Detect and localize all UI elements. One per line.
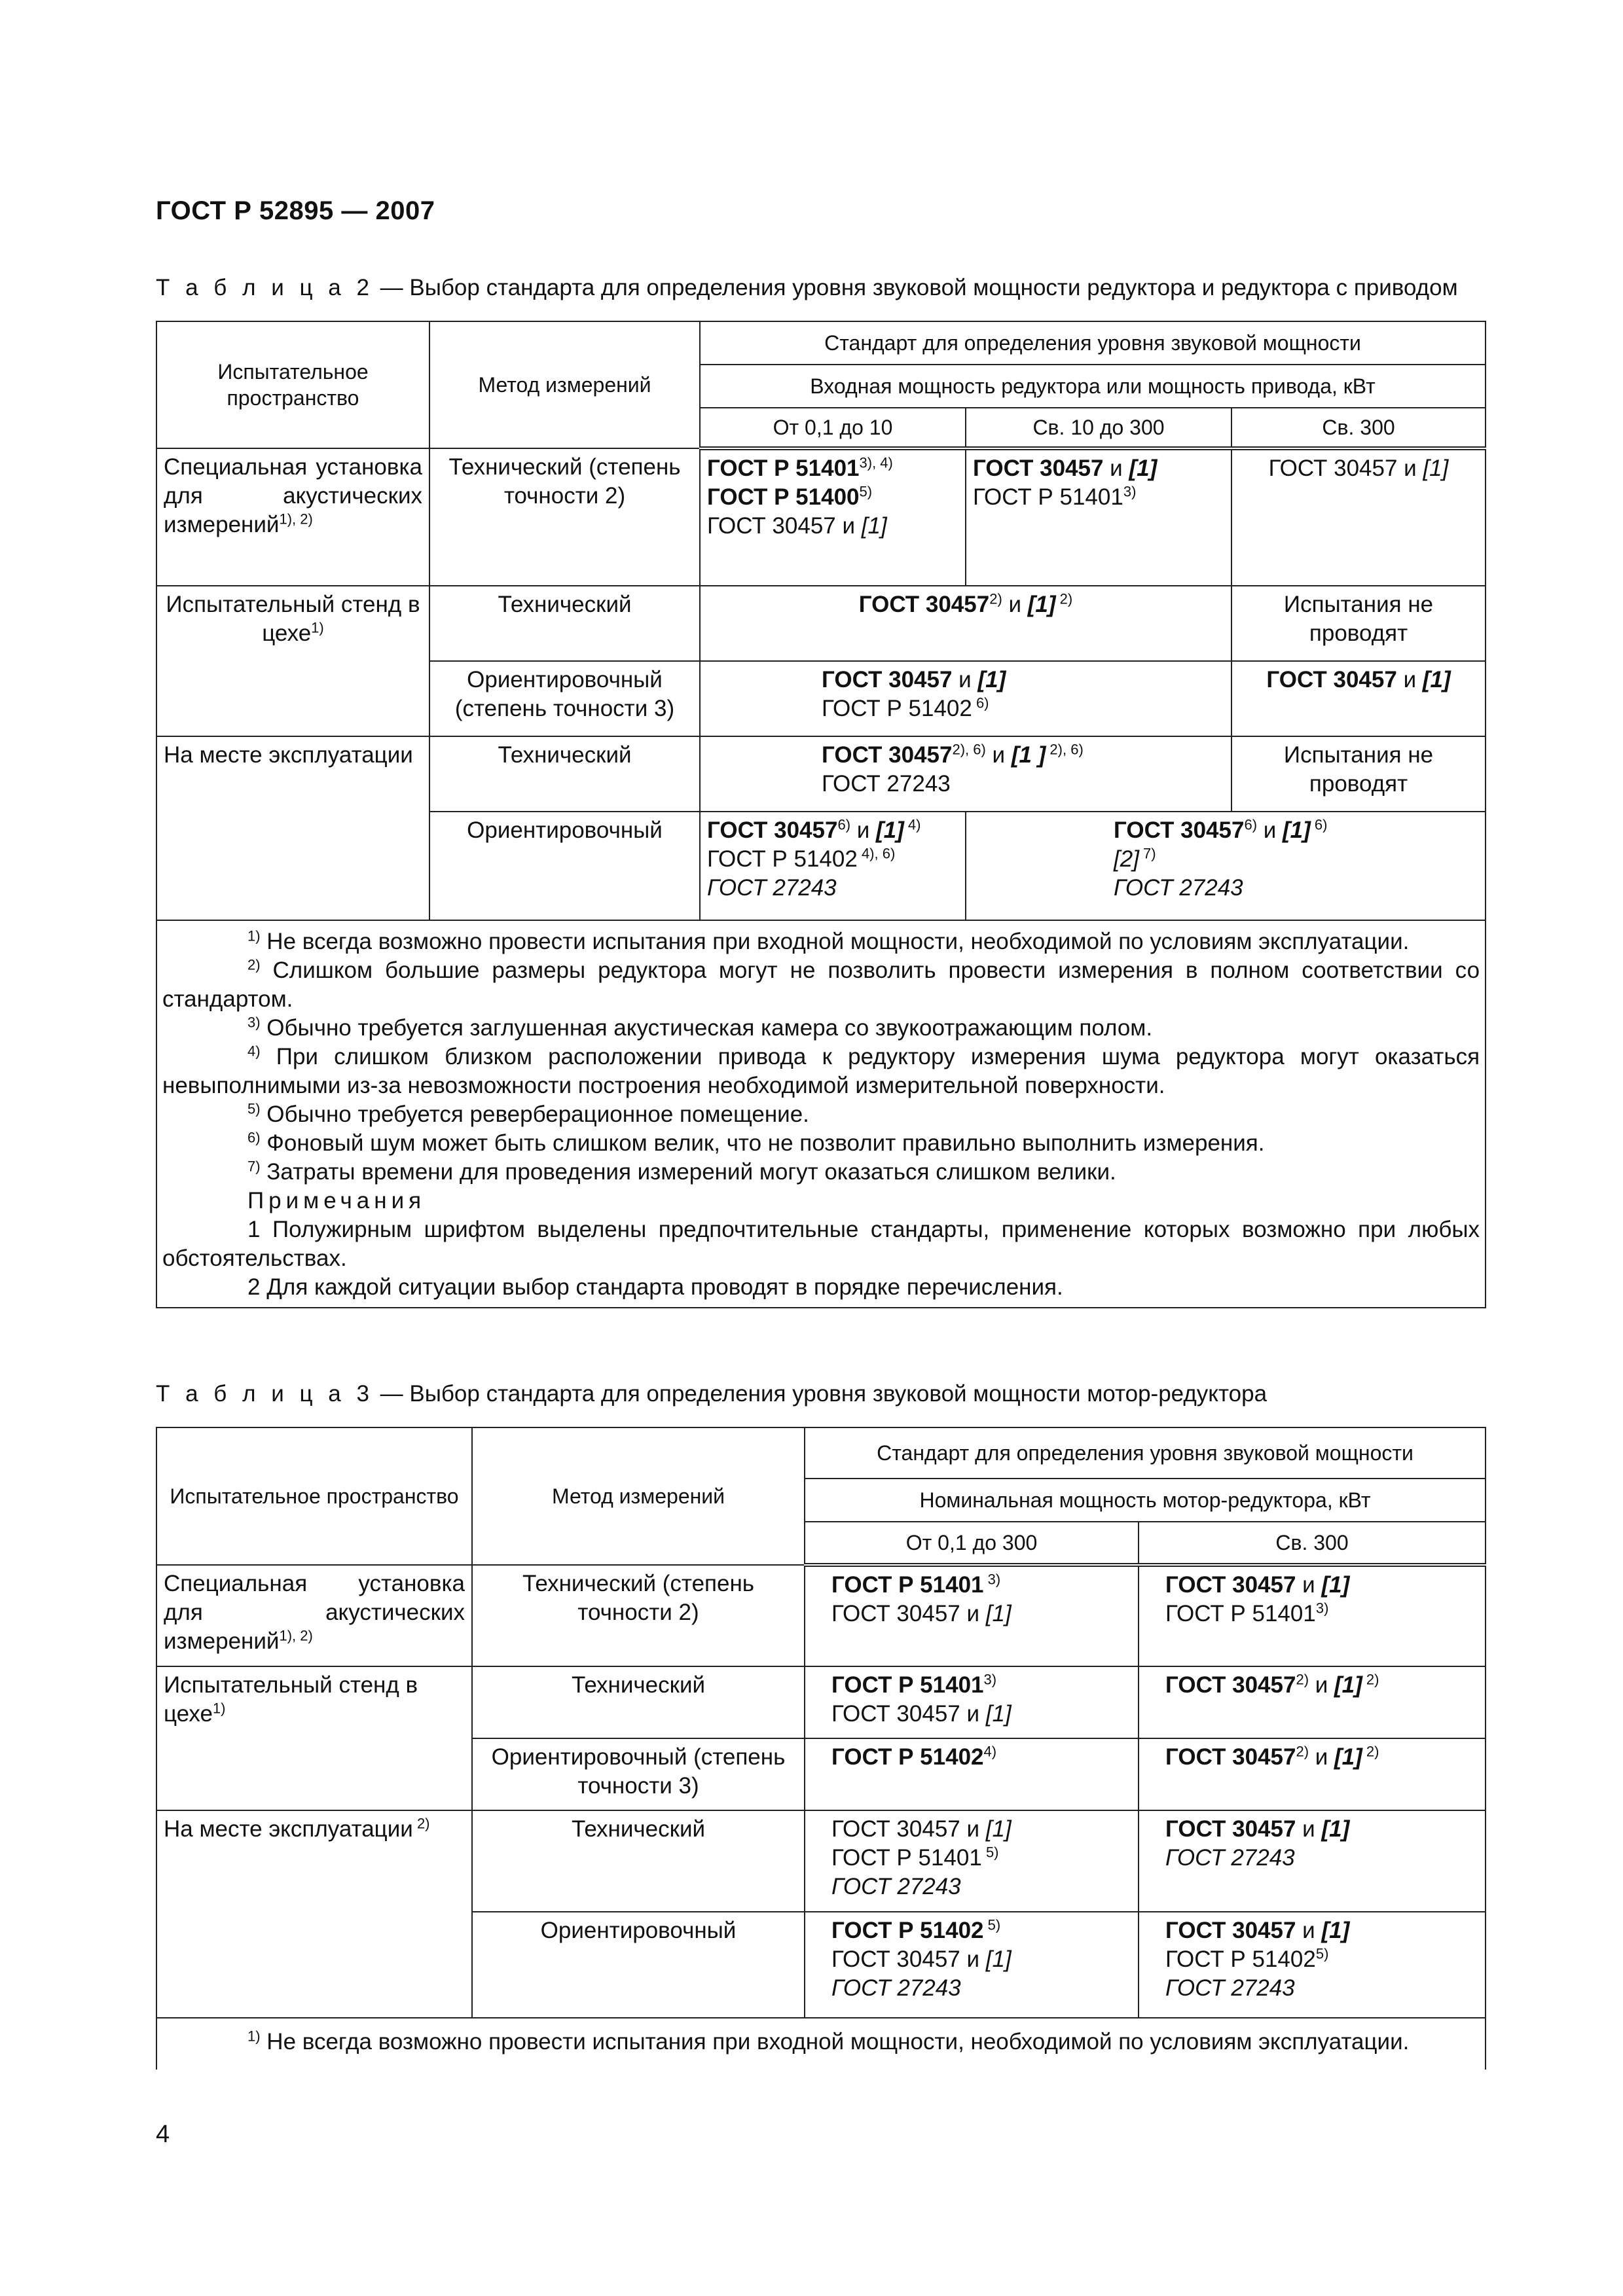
table3-r2a-c2 xyxy=(1139,1666,1486,1738)
table3 xyxy=(156,1427,1486,2070)
table3-r3a-c2-and: и xyxy=(1296,1816,1322,1842)
table2-r2b-c3-and: и xyxy=(1396,667,1423,692)
table3-r2b-c1-std: ГОСТ Р 51402 xyxy=(831,1744,984,1770)
table2-r3-space: На месте эксплуатации xyxy=(156,736,429,920)
footnote-text: Не всегда возможно провести испытания при входной мощности, необходимой по условиям эксплуатации. xyxy=(260,2029,1410,2054)
table3-header-range1: От 0,1 до 300 xyxy=(805,1522,1139,1565)
table2-r3b-c1-ref: [1] xyxy=(876,817,904,843)
table3-r3a-c1-std2: ГОСТ Р 51401 xyxy=(831,1845,982,1871)
table2-r1-c3-std: ГОСТ 30457 и xyxy=(1268,456,1423,481)
table3-caption-text: — Выбор стандарта для определения уровня звуковой мощности мотор-редуктора xyxy=(373,1381,1267,1407)
footnote-mark: 1) xyxy=(247,927,261,944)
table3-r2-space xyxy=(156,1666,472,1810)
table2-r2a-c12 xyxy=(700,586,1231,661)
table2-r3b-c1-ref-sup: 4) xyxy=(903,816,921,833)
table2-r1-space-sup: 1), 2) xyxy=(279,511,313,528)
table2-r1-c1-std2: ГОСТ Р 51400 xyxy=(707,484,860,510)
table3-r3-space-text: На месте эксплуатации xyxy=(164,1816,413,1842)
table3-r1-c2-std1: ГОСТ 30457 xyxy=(1165,1572,1296,1598)
table3-r2b-c2-and: и xyxy=(1309,1744,1335,1770)
table2-r3b-c23-ref2: [2] xyxy=(1114,846,1139,872)
table2-footnote-1 xyxy=(162,927,1480,956)
table3-r3b-c2-std1: ГОСТ 30457 xyxy=(1165,1918,1296,1943)
table2-r1-c2-std2: ГОСТ Р 51401 xyxy=(973,484,1123,510)
table3-r3b-c1 xyxy=(805,1912,1139,2018)
table3-r1-c2-std2-sup: 3) xyxy=(1315,1600,1329,1617)
table3-r1-c1-ref: [1] xyxy=(985,1601,1012,1626)
table2-r1-c2 xyxy=(966,448,1231,586)
table2-r2b-and: и xyxy=(952,667,978,692)
table2-r1-c1-ref: [1] xyxy=(861,513,887,539)
table2-r3b-c23-and: и xyxy=(1257,817,1283,843)
table3-r3a-c1-std2-sup: 5) xyxy=(981,1844,999,1861)
table2-caption xyxy=(156,275,1458,301)
table2-header-range3: Св. 300 xyxy=(1231,408,1486,448)
table3-r3b-c1-std1: ГОСТ Р 51402 xyxy=(831,1918,984,1943)
footnote-mark: 7) xyxy=(247,1158,261,1175)
table2-header-method: Метод измерений xyxy=(429,321,700,448)
table2-r2b-method: Ориентировочный (степень точности 3) xyxy=(429,661,700,736)
document-id: ГОСТ Р 52895 — 2007 xyxy=(156,196,435,225)
footnote-text: При слишком близком расположении привода к редуктору измерения шума редуктора могут оказаться невыполнимыми из-за невозможности построения необходимой измерительной поверхности. xyxy=(162,1044,1480,1098)
table3-r2-space-sup: 1) xyxy=(212,1700,226,1717)
table2-r1-c3 xyxy=(1231,448,1486,586)
table3-caption xyxy=(156,1381,1267,1407)
table3-footnotes xyxy=(156,2018,1486,2070)
table2-header-standard: Стандарт для определения уровня звуковой мощности xyxy=(700,321,1486,365)
table3-r1-c2 xyxy=(1139,1565,1486,1666)
table2-r3b-c1-std3: ГОСТ 27243 xyxy=(707,875,837,901)
table2-r3b-c23-std1: ГОСТ 30457 xyxy=(1114,817,1245,843)
table2-r1-c1-std1-sup: 3), 4) xyxy=(859,454,893,471)
notes-title-text: Примечания xyxy=(247,1188,426,1213)
table3-r2b-method: Ориентировочный (степень точности 3) xyxy=(472,1738,805,1810)
table2-r1-c3-ref: [1] xyxy=(1423,456,1449,481)
table2-note-2: 2 Для каждой ситуации выбор стандарта проводят в порядке перечисления. xyxy=(247,1274,1063,1300)
footnote-text: Слишком большие размеры редуктора могут не позволить провести измерения в полном соответствии со стандартом. xyxy=(162,958,1480,1012)
table2-header-power: Входная мощность редуктора или мощность привода, кВт xyxy=(700,365,1486,408)
footnote-mark: 2) xyxy=(247,956,261,973)
table3-r3a-c2 xyxy=(1139,1810,1486,1912)
table3-header-method: Метод измерений xyxy=(472,1427,805,1565)
table3-r2a-c2-and: и xyxy=(1309,1672,1335,1698)
table2-footnote-2 xyxy=(162,956,1480,1014)
table3-r2a-c1-std1-sup: 3) xyxy=(983,1671,997,1688)
table2-r3b-method: Ориентировочный xyxy=(429,812,700,920)
table3-r3a-c2-std1: ГОСТ 30457 xyxy=(1165,1816,1296,1842)
table2-r2b-ref: [1] xyxy=(977,667,1006,692)
table2-r2-space xyxy=(156,586,429,736)
table2-r3b-c1-std1: ГОСТ 30457 xyxy=(707,817,838,843)
table2-r1-c1-std3: ГОСТ 30457 и xyxy=(707,513,862,539)
table3-r2a-c1-std2: ГОСТ 30457 и xyxy=(831,1701,986,1727)
table2-footnote-7 xyxy=(162,1158,1480,1187)
table3-r3a-c1-ref: [1] xyxy=(985,1816,1012,1842)
footnote-text: Фоновый шум может быть слишком велик, что не позволит правильно выполнить измерения. xyxy=(260,1130,1265,1156)
table3-r3b-c1-ref: [1] xyxy=(985,1946,1012,1972)
table2-r3b-c1-and: и xyxy=(850,817,877,843)
table3-header-standard: Стандарт для определения уровня звуковой мощности xyxy=(805,1427,1486,1479)
table2-r3b-c23-std1-sup: 6) xyxy=(1244,816,1258,833)
table3-header-space: Испытательное пространство xyxy=(156,1427,472,1565)
table2-r1-c2-std1: ГОСТ 30457 xyxy=(973,456,1104,481)
table3-r3b-c1-std1-sup: 5) xyxy=(983,1916,1001,1933)
table2-r1-c1-std2-sup: 5) xyxy=(859,483,873,500)
footnote-mark: 5) xyxy=(247,1100,261,1117)
table2-r2a-std: ГОСТ 30457 xyxy=(858,592,990,617)
table2-r3a-std1-sup: 2), 6) xyxy=(952,741,986,758)
table3-r2a-c1-ref: [1] xyxy=(985,1701,1012,1727)
table3-r3b-c2-std2: ГОСТ Р 51402 xyxy=(1165,1946,1316,1972)
table2-r3b-c23-ref-sup: 6) xyxy=(1310,816,1328,833)
table2-header-range2: Св. 10 до 300 xyxy=(966,408,1231,448)
table2-r3a-and: и xyxy=(985,742,1012,768)
page-number: 4 xyxy=(156,2121,170,2148)
table2-r3a-std1: ГОСТ 30457 xyxy=(822,742,953,768)
table3-r3b-c2-std2-sup: 5) xyxy=(1315,1945,1329,1962)
table3-r2b-c1 xyxy=(805,1738,1139,1810)
footnote-text: Обычно требуется реверберационное помещение. xyxy=(260,1102,809,1127)
table2-r3b-c1-std2: ГОСТ Р 51402 xyxy=(707,846,858,872)
table2-r1-c2-std2-sup: 3) xyxy=(1123,483,1137,500)
table3-r3a-c1-std1: ГОСТ 30457 и xyxy=(831,1816,986,1842)
table2-r2b-c3-ref: [1] xyxy=(1422,667,1451,692)
table2-r3a-ref: [1 ] xyxy=(1011,742,1046,768)
table3-r1-space-text: Специальная установка для акустических измерений xyxy=(164,1571,465,1654)
table3-r2a-c1 xyxy=(805,1666,1139,1738)
table3-r3a-c2-ref: [1] xyxy=(1321,1816,1350,1842)
table2-r2b-c3-std: ГОСТ 30457 xyxy=(1266,667,1397,692)
table3-r1-c2-ref: [1] xyxy=(1321,1572,1350,1598)
table3-r2b-c2-std-sup: 2) xyxy=(1296,1743,1309,1760)
table2-r1-method: Технический (степень точности 2) xyxy=(429,448,700,586)
footnote-text: Не всегда возможно провести испытания при входной мощности, необходимой по условиям эксплуатации. xyxy=(260,929,1410,954)
table3-r2a-c2-std: ГОСТ 30457 xyxy=(1165,1672,1296,1698)
table2-header-range1: От 0,1 до 10 xyxy=(700,408,966,448)
table3-r2a-c2-ref-sup: 2) xyxy=(1362,1671,1379,1688)
table2-r2-space-sup: 1) xyxy=(311,619,324,636)
table3-r3a-method: Технический xyxy=(472,1810,805,1912)
table3-r3b-method: Ориентировочный xyxy=(472,1912,805,2018)
table2-r2a-ref: [1] xyxy=(1027,592,1056,617)
table2-footnote-3 xyxy=(162,1014,1480,1043)
table2 xyxy=(156,321,1486,1308)
table3-r2b-c2-std: ГОСТ 30457 xyxy=(1165,1744,1296,1770)
table2-r2b-c12 xyxy=(700,661,1231,736)
table3-r1-method: Технический (степень точности 2) xyxy=(472,1565,805,1666)
table3-r3b-c2-std3: ГОСТ 27243 xyxy=(1165,1975,1295,2001)
table2-footnote-6 xyxy=(162,1129,1480,1158)
table3-r1-space xyxy=(156,1565,472,1666)
table2-r2b-std2: ГОСТ Р 51402 xyxy=(822,696,972,721)
footnote-mark: 4) xyxy=(247,1043,261,1060)
table2-r3a-c12 xyxy=(700,736,1231,812)
table3-r3b-c1-std3: ГОСТ 27243 xyxy=(831,1975,961,2001)
table2-r2a-c3: Испытания не проводят xyxy=(1231,586,1486,661)
footnote-text: Обычно требуется заглушенная акустическая камера со звукоотражающим полом. xyxy=(260,1015,1153,1041)
table2-r3a-ref-sup: 2), 6) xyxy=(1046,741,1084,758)
table3-r1-c1 xyxy=(805,1565,1139,1666)
table3-r1-c1-std1: ГОСТ Р 51401 xyxy=(831,1572,984,1598)
table3-r2b-c2 xyxy=(1139,1738,1486,1810)
table2-notes-title xyxy=(162,1187,1480,1215)
table2-r3a-method: Технический xyxy=(429,736,700,812)
table3-r2a-method: Технический xyxy=(472,1666,805,1738)
table2-r3b-c1-std1-sup: 6) xyxy=(837,816,851,833)
table2-r3b-c1 xyxy=(700,812,966,920)
table2-r1-c1 xyxy=(700,448,966,586)
table2-r1-c2-ref: [1] xyxy=(1129,456,1158,481)
table3-r3-space-sup: 2) xyxy=(412,1815,430,1832)
table3-r2b-c2-ref-sup: 2) xyxy=(1362,1743,1379,1760)
table2-r3b-c23 xyxy=(966,812,1486,920)
table2-footnote-4 xyxy=(162,1043,1480,1100)
table3-r2a-c2-std-sup: 2) xyxy=(1296,1671,1309,1688)
table3-header-range2: Св. 300 xyxy=(1139,1522,1486,1565)
table2-r1-space-text: Специальная установка для акустических измерений xyxy=(164,454,422,537)
table3-r3-space xyxy=(156,1810,472,2018)
footnote-mark: 1) xyxy=(247,2028,261,2045)
table2-r1-c2-and: и xyxy=(1103,456,1129,481)
table2-r2b-c3 xyxy=(1231,661,1486,736)
table2-r1-space xyxy=(156,448,429,586)
table2-r2-space-text: Испытательный стенд в цехе xyxy=(166,592,420,646)
table2-r3b-c23-ref2-sup: 7) xyxy=(1139,845,1156,862)
table2-r2a-and: и xyxy=(1002,592,1028,617)
table3-r3b-c1-std2: ГОСТ 30457 и xyxy=(831,1946,986,1972)
table3-r1-space-sup: 1), 2) xyxy=(279,1627,313,1644)
table3-r3b-c2-ref: [1] xyxy=(1321,1918,1350,1943)
table3-r2b-c1-sup: 4) xyxy=(983,1743,997,1760)
table2-r2b-std2-sup: 6) xyxy=(972,694,989,711)
table3-r3b-c2 xyxy=(1139,1912,1486,2018)
table3-r1-c1-std2: ГОСТ 30457 и xyxy=(831,1601,986,1626)
footnote-mark: 6) xyxy=(247,1129,261,1146)
table2-caption-text: — Выбор стандарта для определения уровня звуковой мощности редуктора и редуктора с приводом xyxy=(373,275,1458,300)
table3-r2a-c1-std1: ГОСТ Р 51401 xyxy=(831,1672,984,1698)
table2-footnotes xyxy=(156,920,1486,1308)
table3-r3a-c1-std3: ГОСТ 27243 xyxy=(831,1874,961,1899)
table2-r3b-c23-std3: ГОСТ 27243 xyxy=(1114,875,1243,901)
footnote-mark: 3) xyxy=(247,1014,261,1031)
table3-caption-label: Т а б л и ц а 3 xyxy=(156,1381,374,1407)
table2-r3a-c3: Испытания не проводят xyxy=(1231,736,1486,812)
table3-r2-space-text: Испытательный стенд в цехе xyxy=(164,1672,418,1727)
table3-r1-c2-std2: ГОСТ Р 51401 xyxy=(1165,1601,1316,1626)
table3-r1-c1-std1-sup: 3) xyxy=(983,1571,1001,1588)
table3-r3a-c2-std2: ГОСТ 27243 xyxy=(1165,1845,1295,1871)
table2-r2a-method: Технический xyxy=(429,586,700,661)
table2-r3b-c23-ref: [1] xyxy=(1283,817,1311,843)
table2-r2a-std-sup: 2) xyxy=(989,590,1002,607)
table3-r2a-c2-ref: [1] xyxy=(1334,1672,1362,1698)
table2-r3a-std2: ГОСТ 27243 xyxy=(822,771,951,797)
table2-r1-c1-std1: ГОСТ Р 51401 xyxy=(707,456,860,481)
table3-footnote-1 xyxy=(162,2028,1480,2056)
table3-r3b-c2-and: и xyxy=(1296,1918,1322,1943)
table2-r2b-std1: ГОСТ 30457 xyxy=(822,667,953,692)
table2-caption-label: Т а б л и ц а 2 xyxy=(156,275,374,300)
table2-header-space: Испытательное пространство xyxy=(156,321,429,448)
table3-r3a-c1 xyxy=(805,1810,1139,1912)
table2-r2a-ref-sup: 2) xyxy=(1055,590,1073,607)
table2-r3b-c1-std2-sup: 4), 6) xyxy=(857,845,896,862)
table2-footnote-5 xyxy=(162,1100,1480,1129)
table3-r2b-c2-ref: [1] xyxy=(1334,1744,1362,1770)
table3-r1-c2-and: и xyxy=(1296,1572,1322,1598)
table2-note-1: 1 Полужирным шрифтом выделены предпочтительные стандарты, применение которых возможно при любых обстоятельствах. xyxy=(162,1217,1480,1271)
footnote-text: Затраты времени для проведения измерений могут оказаться слишком велики. xyxy=(260,1159,1116,1185)
table3-header-power: Номинальная мощность мотор-редуктора, кВт xyxy=(805,1479,1486,1522)
